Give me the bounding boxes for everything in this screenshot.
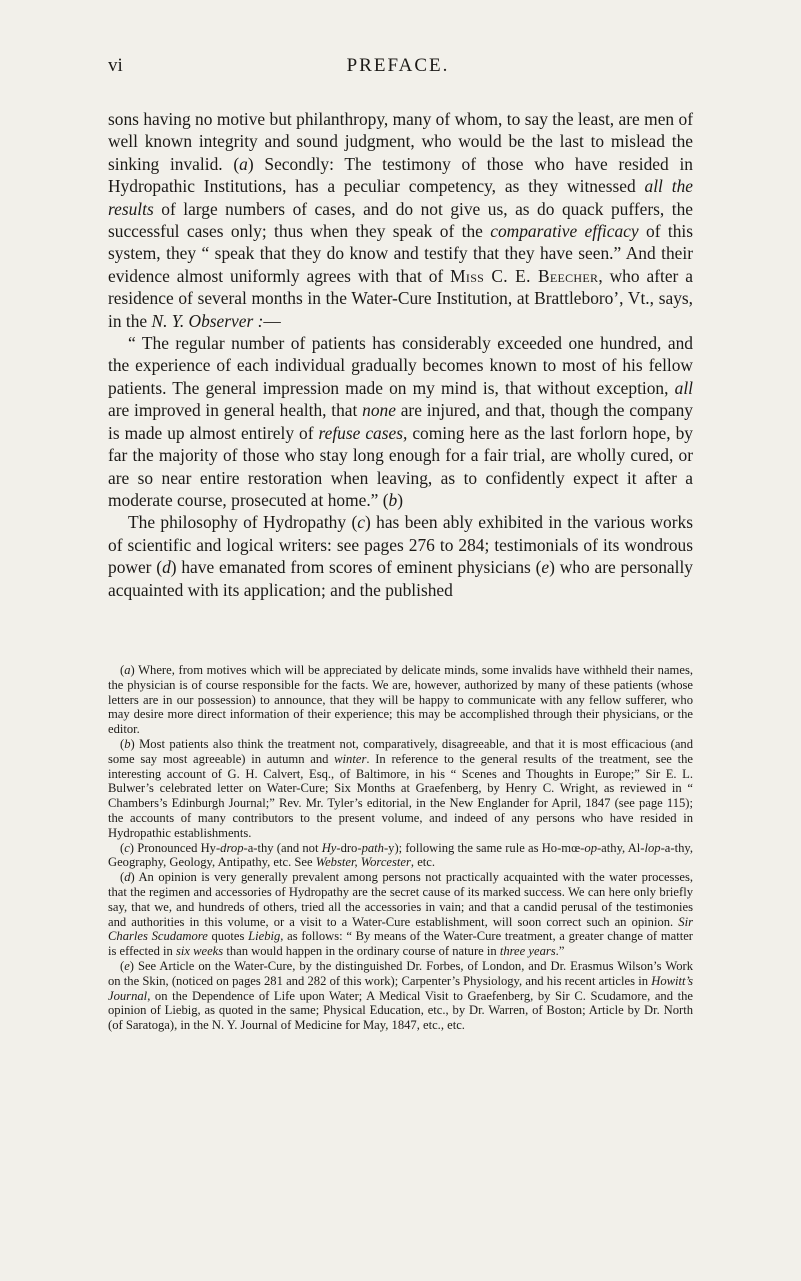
text-run: -a-thy, Geography, Geology, Antipathy, etc. See [108,840,693,870]
footnote-ref: a [239,153,248,174]
emphasis: Liebig [248,929,281,944]
text-run: ) An opinion is very generally prevalent among persons not practically acquainted with the water processes, that the regimen and accessories of Hydropathy are the secret cause of its marked success. We can here only briefly say, that we, and hundreds of others, tried all the accessories in vain; and that a candid perusal of the testimonies and authorities in this volume, or a visit to a Water-Cure establishment, will soon correct such an opinion. [108,870,693,929]
paragraph-2 [108,332,693,511]
text-run: ( [120,736,125,751]
text-run: ( [120,663,125,677]
footnote-marker: a [124,663,131,677]
page-header [108,55,688,85]
footnote-d [108,870,693,959]
text-run: -y); following the same rule as Ho-mœ- [383,840,585,855]
text-run: -dro- [336,840,362,855]
text-run: , as follows: “ By means of the Water-Cure treatment, a greater change of matter is effected in [108,929,693,959]
footnote-ref: c [357,512,365,533]
emphasis: comparative efficacy [490,221,639,242]
text-run: — [263,310,281,331]
emphasis: three years [499,944,556,959]
footnote-ref: b [388,489,398,510]
emphasis: all [674,377,693,398]
text-run: ) Most patients also think the treatment not, comparatively, disagreeable, and that it is most efficacious (and some say most agreeable) in autumn and [108,736,693,766]
text-run: ) who are personally acquainted with its application; and the published [108,557,693,600]
main-text [108,108,693,601]
text-run: are improved in general health, that [108,400,363,421]
emphasis: none [362,400,396,421]
text-run: ) Pronounced Hy- [129,840,221,855]
text-run: , who after a residence of several months in the Water-Cure Institution, at Brattleboro’, Vt., says, in the [108,265,693,331]
emphasis: path [361,840,384,855]
text-run: , on the Dependence of Life upon Water; A Medical Visit to Graefenberg, by Sir C. Scudamore, and the opinion of Liebig, as quoted in the same; Physical Education, etc., by Dr. Warren, of Boston; Article by Dr. North (of Saratoga), in the N. Y. Journal of Medicine for May, 1847, etc., etc. [108,988,693,1033]
text-run: of this system, they “ speak that they do know and testify that they have seen.” And their evidence almost uniformly agrees with that of [108,221,693,286]
footnote-marker: b [124,736,131,751]
text-run: ) Where, from motives which will be appreciated by delicate minds, some invalids have withheld their names, the physician is of course responsible for the facts. We are, however, authorized by many of these patients (whose letters are in our possession) to announce, that they will be happy to communicate with any fellow sufferer, who may desire more direct information of their experience; this may be accomplished through their physicians, or the editor. [108,663,693,737]
text-run: ) has been ably exhibited in the various works of scientific and logical writers: see pages 276 to 284; testimonials of its wondrous power ( [108,512,693,578]
footnote-c [108,841,693,871]
emphasis: all the results [108,176,694,219]
text-run: ) Secondly: The testimony of those who have resided in Hydropathic Institutions, has a peculiar competency, as they witnessed [108,153,693,197]
footnote-ref: d [162,557,171,578]
footnote-marker: d [124,870,131,885]
text-run: are injured, and that, though the company is made up almost entirely of [108,400,693,443]
text-run: , etc. [410,855,436,870]
running-title: PREFACE. [346,55,450,76]
text-run: quotes [207,929,249,944]
text-run: -a-thy (and not [243,840,322,855]
emphasis: six weeks [175,944,224,959]
text-run: ( [120,870,125,885]
text-run: of large numbers of cases, and do not give us, as do quack puffers, the successful cases only; thus when they speak of the [108,198,693,242]
emphasis: refuse cases, [318,422,408,443]
text-run: ) [397,489,404,510]
footnote-b [108,737,693,841]
text-run: than would happen in the ordinary course of nature in [223,944,500,959]
text-run: .” [555,944,565,959]
author-name: Miss C. E. Beecher [450,265,599,286]
emphasis: Sir Charles Scudamore [108,914,693,944]
emphasis: Howitt’s Journal [108,973,693,1003]
paragraph-3 [108,511,693,601]
text-run: sons having no motive but philanthropy, many of whom, to say the least, are men of well known integrity and sound judgment, who would be the last to mislead the sinking invalid. ( [108,109,693,174]
footnote-ref: e [541,557,550,578]
footnote-marker: e [124,958,130,973]
emphasis: winter [334,751,367,766]
emphasis: op [584,840,597,855]
emphasis: lop [644,840,661,855]
paragraph-1 [108,108,693,332]
page-number: vi [108,55,123,76]
emphasis: Hy [321,840,337,855]
text-run: ) have emanated from scores of eminent physicians ( [170,557,542,578]
text-run: “ The regular number of patients has considerably exceeded one hundred, and the experience of each individual gradually becomes known to most of his fellow patients. The general impression made on my mind is, that without exception, [108,333,693,398]
text-run: The philosophy of Hydropathy ( [128,512,358,533]
text-run: -athy, Al- [596,840,645,855]
publication-title: N. Y. Observer : [151,310,264,331]
footnote-e [108,959,693,1033]
footnotes [108,663,693,1033]
text-run: ) See Article on the Water-Cure, by the distinguished Dr. Forbes, of London, and Dr. Erasmus Wilson’s Work on the Skin, (noticed on pages 281 and 282 of this work); Carpenter’s Physiology, and his recent articles in [108,958,693,988]
text-run: coming here as the last forlorn hope, by far the majority of those who stay long enough for a fair trial, are wholly cured, or are so near entire restoration when leaving, as to confidently expect it after a moderate course, prosecuted at home.” ( [108,422,693,510]
footnote-marker: c [124,840,130,855]
emphasis: Webster, Worcester [315,855,411,870]
text-run: ( [120,840,125,855]
footnote-a [108,663,693,737]
text-run: . In reference to the general results of the treatment, see the interesting account of G. H. Calvert, Esq., of Baltimore, in his “ Scenes and Thoughts in Europe;” Sir E. L. Bulwer’s celebrated letter on Water-Cure; Six Months at Graefenberg, by Henry C. Wright, as reviewed in “ Chambers’s Edinburgh Journal;” Rev. Mr. Tyler’s editorial, in the New Englander for April, 1847 (see page 115); the accounts of many contributors to the present volume, and indeed of any persons who have resided in Hydropathic establishments. [108,751,693,840]
text-run: ( [120,958,125,973]
emphasis: drop [220,840,244,855]
